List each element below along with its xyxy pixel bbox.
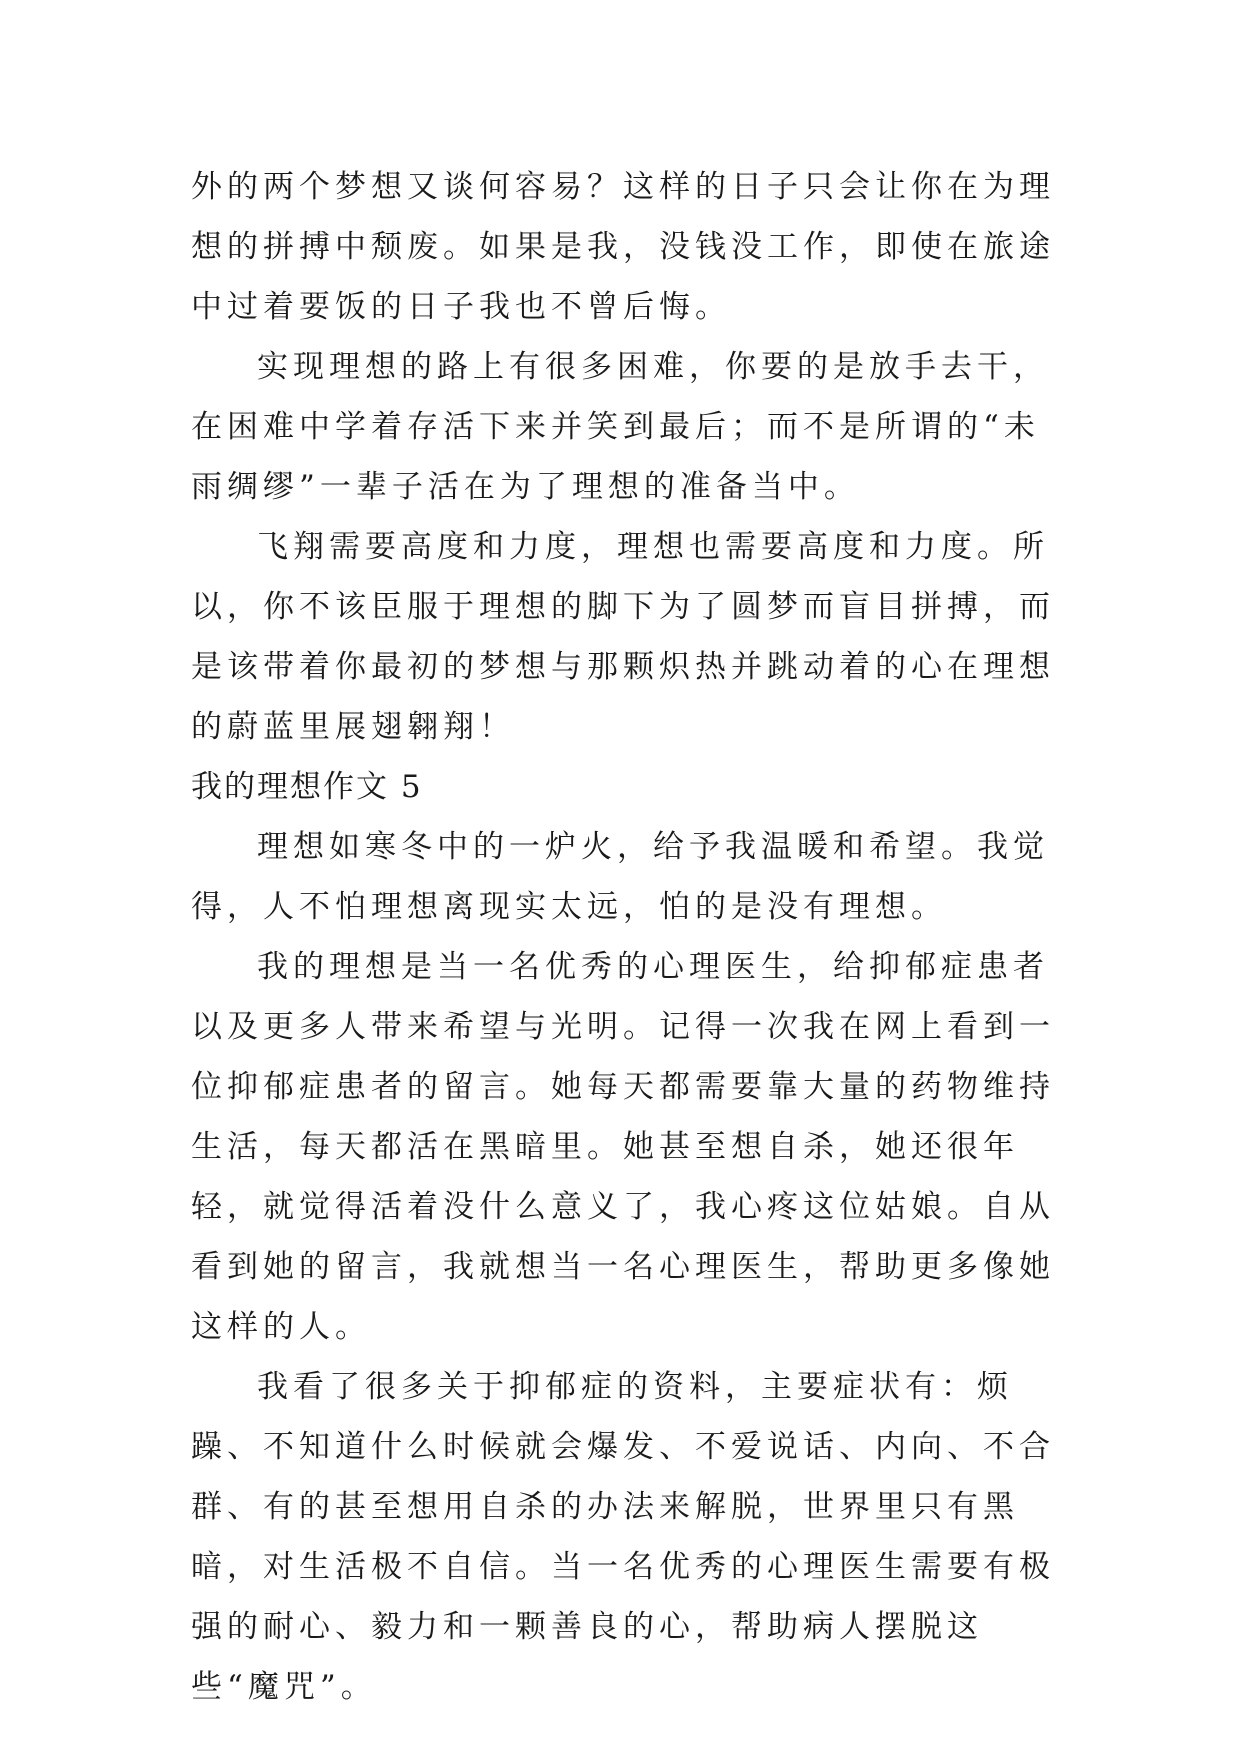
section-heading: 我的理想作文 5	[191, 769, 423, 805]
paragraph: 我看了很多关于抑郁症的资料，主要症状有：烦躁、不知道什么时候就会爆发、不爱说话、内向、不合群、有的甚至想用自杀的办法来解脱，世界里只有黑暗，对生活极不自信。当一名优秀的心理医生需要有极强的耐心、毅力和一颗善良的心，帮助病人摆脱这些“魔咒”。	[191, 1369, 1055, 1705]
paragraph-continued: 外的两个梦想又谈何容易？这样的日子只会让你在为理想的拼搏中颓废。如果是我，没钱没工作，即使在旅途中过着要饭的日子我也不曾后悔。	[191, 169, 1055, 325]
paragraph: 我的理想是当一名优秀的心理医生，给抑郁症患者以及更多人带来希望与光明。记得一次我在网上看到一位抑郁症患者的留言。她每天都需要靠大量的药物维持生活，每天都活在黑暗里。她甚至想自杀，她还很年轻，就觉得活着没什么意义了，我心疼这位姑娘。自从看到她的留言，我就想当一名心理医生，帮助更多像她这样的人。	[191, 949, 1055, 1345]
paragraph: 实现理想的路上有很多困难，你要的是放手去干，在困难中学着存活下来并笑到最后；而不是所谓的“未雨绸缪”一辈子活在为了理想的准备当中。	[191, 349, 1049, 505]
document-body	[191, 157, 1061, 1717]
paragraph: 飞翔需要高度和力度，理想也需要高度和力度。所以，你不该臣服于理想的脚下为了圆梦而盲目拼搏，而是该带着你最初的梦想与那颗炽热并跳动着的心在理想的蔚蓝里展翅翱翔！	[191, 529, 1055, 745]
paragraph: 理想如寒冬中的一炉火，给予我温暖和希望。我觉得，人不怕理想离现实太远，怕的是没有理想。	[191, 829, 1049, 925]
